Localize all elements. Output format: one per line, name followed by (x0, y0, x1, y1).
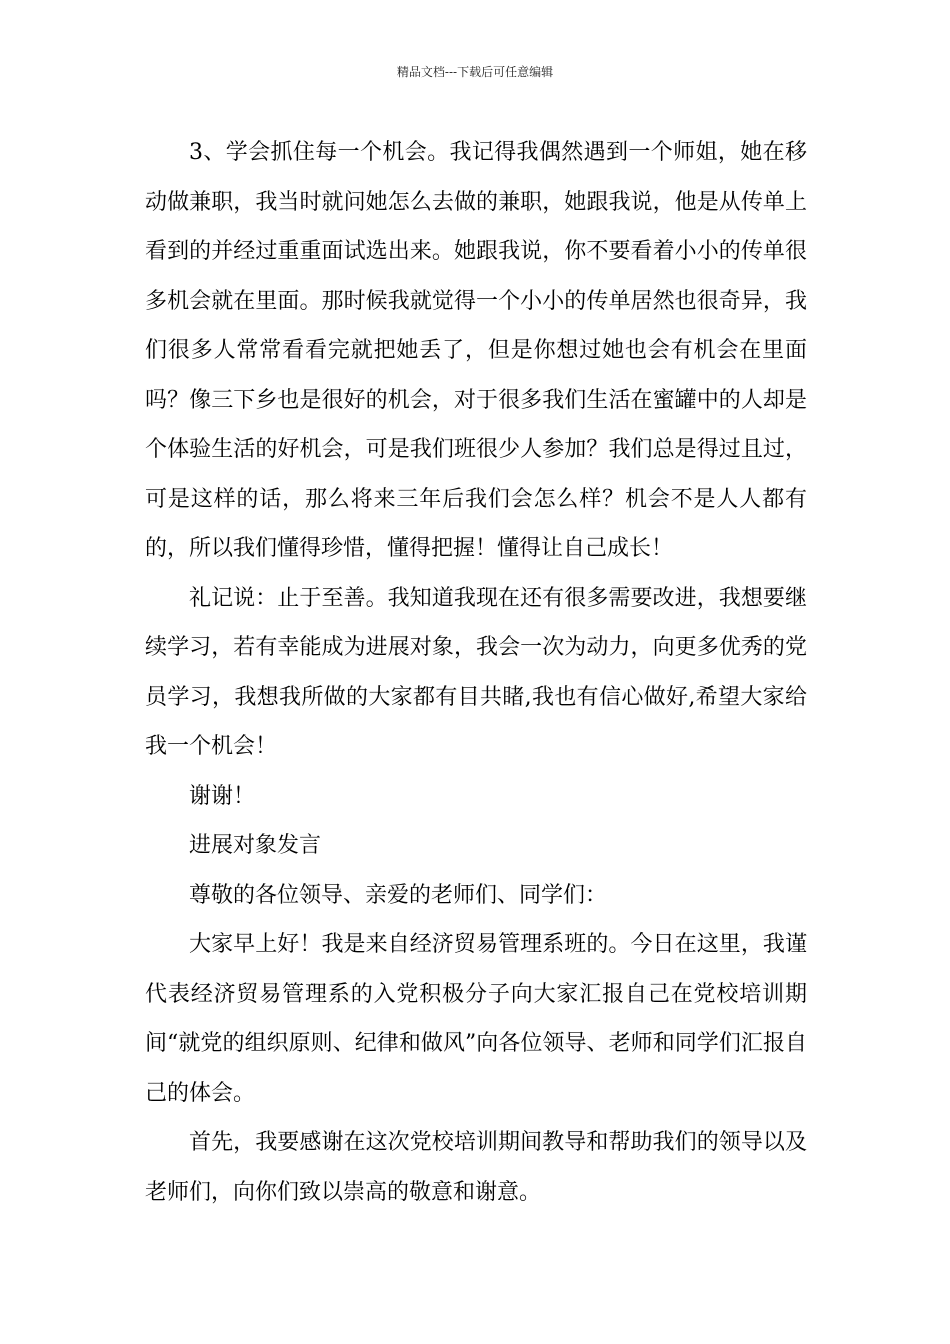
paragraph-opportunity: 3、学会抓住每一个机会。我记得我偶然遇到一个师姐，她在移动做兼职，我当时就问她怎么去做的兼职，她跟我说，他是从传单上看到的并经过重重面试选出来。她跟我说，你不要看着小小的传单很多机会就在里面。那时候我就觉得一个小小的传单居然也很奇异，我们很多人常常看看完就把她丢了，但是你想过她也会有机会在里面吗？像三下乡也是很好的机会，对于很多我们生活在蜜罐中的人却是个体验生活的好机会，可是我们班很少人参加？我们总是得过且过，可是这样的话，那么将来三年后我们会怎么样？机会不是人人都有的，所以我们懂得珍惜，懂得把握！懂得让自己成长！ (145, 140, 807, 561)
paragraph-salutation: 尊敬的各位领导、亲爱的老师们、同学们： (189, 882, 608, 908)
page-header: 精品文档---下载后可任意编辑 (396, 65, 554, 79)
paragraph-thanks: 谢谢！ (189, 783, 256, 809)
paragraph-section-title: 进展对象发言 (189, 833, 322, 858)
paragraph-liji: 礼记说：止于至善。我知道我现在还有很多需要改进，我想要继续学习，若有幸能成为进展对象，我会一次为动力，向更多优秀的党员学习，我想我所做的大家都有目共睹,我也有信心做好,希望大家给我一个机会！ (145, 585, 807, 759)
paragraph-introduction: 大家早上好！我是来自经济贸易管理系班的。今日在这里，我谨代表经济贸易管理系的入党积极分子向大家汇报自己在党校培训期间“就党的组织原则、纪律和做风”向各位领导、老师和同学们汇报自己的体会。 (145, 932, 807, 1106)
paragraph-gratitude: 首先，我要感谢在这次党校培训期间教导和帮助我们的领导以及老师们，向你们致以崇高的敬意和谢意。 (145, 1130, 807, 1205)
document-body (145, 128, 807, 1217)
